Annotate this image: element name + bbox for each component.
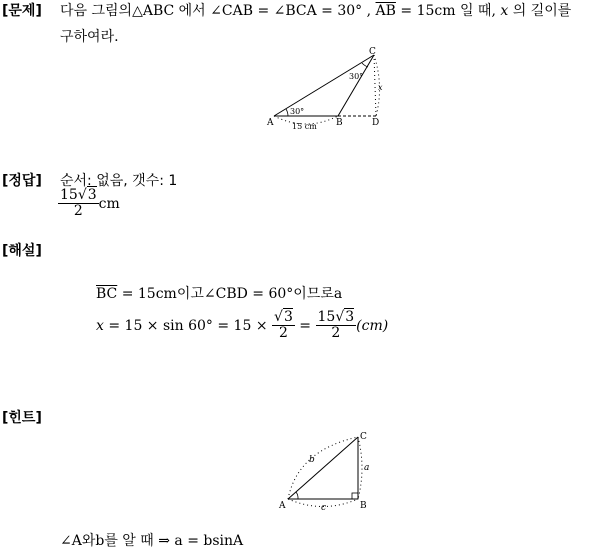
angle-a-label: 30° bbox=[290, 107, 305, 116]
problem-text-a: 다음 그림의△ABC 에서 ∠CAB = ∠BCA = 30° , bbox=[60, 3, 376, 19]
variable-x: x bbox=[500, 3, 509, 19]
hint-side-c-label: c bbox=[321, 503, 327, 513]
answer-den: 2 bbox=[73, 203, 83, 220]
segment-ab: $\overline{AB}$ bbox=[375, 3, 396, 19]
point-d: D bbox=[372, 118, 380, 128]
solution-label: [해설] bbox=[2, 243, 42, 259]
hint-point-a: A bbox=[279, 501, 286, 511]
right-angle-mark bbox=[352, 493, 358, 499]
side-x-label: x bbox=[378, 83, 383, 92]
hint-angle-a-arc bbox=[296, 492, 298, 499]
solution-f2-den: 2 bbox=[331, 325, 341, 342]
answer-label: [정답] bbox=[2, 173, 42, 189]
solution-line-1 bbox=[96, 283, 342, 303]
solution-fraction-1: $\frac{√3}{2}$ bbox=[274, 309, 293, 342]
point-b: B bbox=[336, 118, 343, 128]
solution-fraction-2: $\frac{15√3}{2}$ bbox=[317, 309, 355, 342]
problem-text-c: 의 길이를 bbox=[508, 3, 572, 19]
solution-f1-den: 2 bbox=[278, 325, 288, 342]
solution-f1-radicand: 3 bbox=[283, 309, 293, 325]
hint-brace-a bbox=[358, 437, 362, 499]
point-a: A bbox=[267, 118, 274, 128]
solution-f2-coef: 15 bbox=[317, 309, 336, 325]
answer-value bbox=[58, 188, 120, 220]
answer-num-coef: 15 bbox=[60, 187, 78, 203]
side-bc-line bbox=[338, 55, 374, 116]
solution-mid: = 15 × sin 60° = 15 × bbox=[103, 317, 273, 334]
hint-side-a-label: a bbox=[364, 463, 370, 473]
side-ac-line bbox=[274, 55, 374, 116]
solution-var-x: x bbox=[96, 317, 104, 334]
side-ab-label: 15 cm bbox=[292, 122, 317, 131]
problem-line-1 bbox=[60, 0, 571, 20]
point-c: C bbox=[369, 47, 376, 57]
hint-text: ∠A와b를 알 때 ⇒ a = bsinA bbox=[60, 533, 244, 549]
angle-c-label: 30° bbox=[349, 72, 364, 81]
solution-line-1-rest: = 15cm이고∠CBD = 60°이므로a bbox=[117, 286, 343, 302]
hint-figure bbox=[276, 428, 376, 514]
problem-figure bbox=[262, 46, 392, 132]
answer-unit: cm bbox=[98, 195, 120, 212]
hint-point-c: C bbox=[360, 432, 367, 442]
hint-label: [힌트] bbox=[2, 410, 42, 426]
angle-a-arc bbox=[286, 109, 288, 116]
angle-c-arc bbox=[362, 63, 368, 67]
hint-side-b-line bbox=[288, 437, 358, 499]
answer-fraction: $\frac{15√3}{2}$ bbox=[60, 187, 97, 220]
problem-text-b: = 15cm 일 때, bbox=[395, 3, 501, 19]
hint-point-b: B bbox=[360, 501, 367, 511]
solution-line-2 bbox=[96, 310, 388, 342]
altitude-cd-line bbox=[374, 55, 376, 116]
solution-equals: = bbox=[294, 317, 316, 334]
answer-num-radicand: 3 bbox=[87, 187, 97, 203]
answer-meta: 순서: 없음, 갯수: 1 bbox=[60, 173, 178, 189]
hint-side-b-label: b bbox=[309, 455, 315, 465]
solution-f2-radicand: 3 bbox=[345, 309, 355, 325]
problem-label: [문제] bbox=[2, 3, 42, 19]
problem-line-2: 구하여라. bbox=[60, 29, 119, 45]
segment-bc: $\overline{BC}$ bbox=[96, 286, 118, 302]
solution-unit: (cm) bbox=[356, 317, 389, 334]
